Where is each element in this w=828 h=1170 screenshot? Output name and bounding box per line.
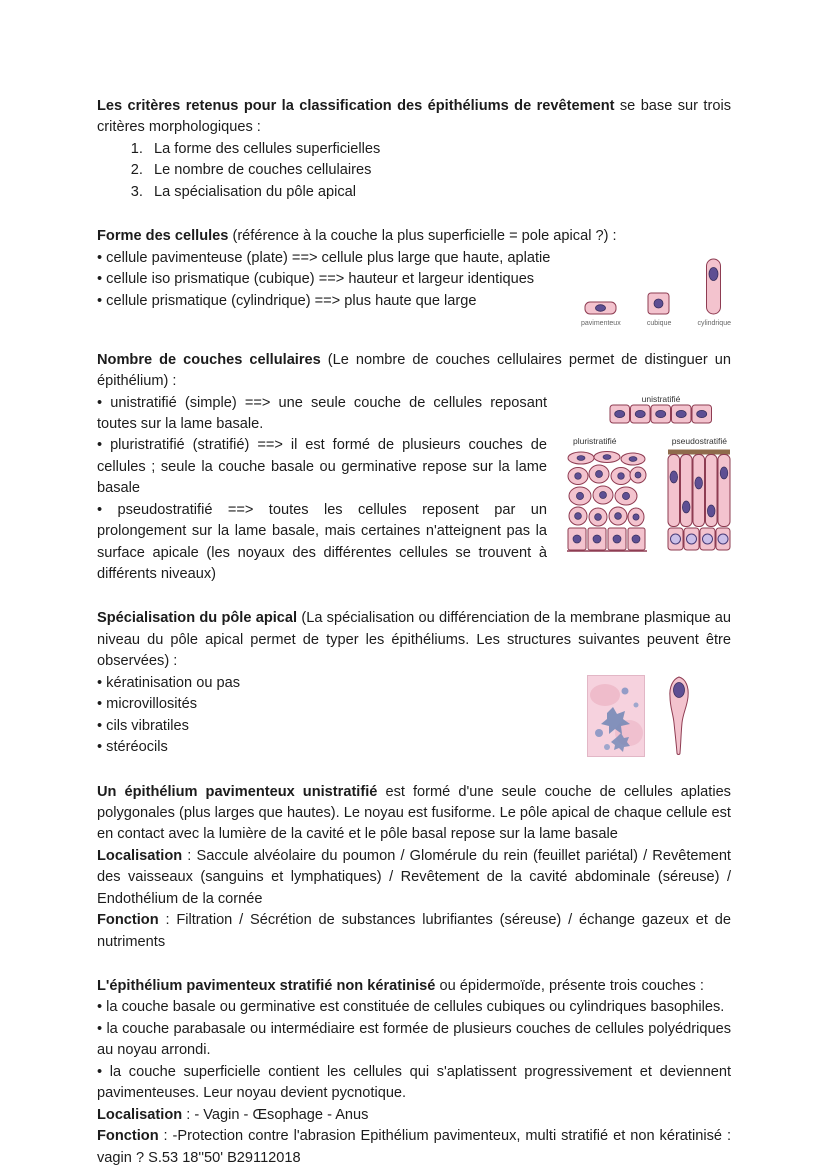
section-forme bbox=[97, 226, 731, 326]
intro-lead-rest: se base sur trois critères morphologiques : bbox=[97, 98, 731, 136]
list-item: 3. La spécialisation du pôle apical bbox=[147, 182, 731, 203]
forme-bullet: • cellule iso prismatique (cubique) ==> hauteur et largeur identiques bbox=[97, 269, 731, 290]
nombre-heading bbox=[97, 350, 731, 393]
figure-label: cylindrique bbox=[697, 319, 731, 327]
figure-label: pluristratifié bbox=[573, 436, 617, 447]
specialisation-bullet: • cils vibratiles bbox=[97, 716, 731, 737]
layer-diagrams bbox=[561, 449, 731, 553]
forme-body bbox=[97, 248, 731, 327]
columnar-cell-icon bbox=[705, 258, 723, 316]
localisation-label: Localisation bbox=[97, 847, 183, 864]
pav-strat-localisation bbox=[97, 1105, 731, 1126]
nombre-body bbox=[97, 393, 731, 586]
section-nombre bbox=[97, 350, 731, 586]
elongated-cell-icon bbox=[665, 675, 693, 757]
fonction-label: Fonction bbox=[97, 912, 159, 929]
forme-heading bbox=[97, 226, 731, 247]
list-item: 2. Le nombre de couches cellulaires bbox=[147, 160, 731, 181]
pav-uni-localisation bbox=[97, 846, 731, 910]
nombre-title: Nombre de couches cellulaires bbox=[97, 351, 321, 368]
pav-strat-bullet: • la couche superficielle contient les cellules qui s'aplatissent progressivement et deviennent pavimenteuses. Leur noyau devient pycnotique. bbox=[97, 1062, 731, 1105]
fonction-text: : -Protection contre l'abrasion Epithélium pavimenteux, multi stratifié et non kératinisé : vagin ? S.53 18''50' B29112018 bbox=[97, 1128, 731, 1166]
histology-image bbox=[587, 675, 645, 757]
pav-strat-title-rest: ou épidermoïde, présente trois couches : bbox=[435, 978, 704, 994]
pav-uni-title: Un épithélium pavimenteux unistratifié bbox=[97, 783, 378, 800]
figure-label: pavimenteux bbox=[581, 319, 621, 327]
section-pavimenteux-stratifie bbox=[97, 976, 731, 1169]
criteria-list bbox=[97, 139, 731, 203]
stratified-epithelium-icon bbox=[567, 449, 647, 553]
unistratifie-diagram bbox=[609, 395, 713, 433]
figure-label: pseudostratifié bbox=[671, 436, 727, 447]
specialisation-title-rest: (La spécialisation ou différenciation de la membrane plasmique au niveau du pôle apical permet de typer les épithéliums. Les structures suivantes peuvent être observées) : bbox=[97, 610, 731, 670]
specialisation-title: Spécialisation du pôle apical bbox=[97, 610, 298, 627]
specialisation-bullet: • microvillosités bbox=[97, 694, 731, 715]
nombre-bullet: • unistratifié (simple) ==> une seule couche de cellules reposant toutes sur la lame basale. bbox=[97, 393, 731, 436]
cube-cell-icon bbox=[647, 292, 671, 316]
pav-uni-fonction bbox=[97, 910, 731, 953]
localisation-text: : - Vagin - Œsophage - Anus bbox=[182, 1106, 369, 1123]
figure-label: unistratifié bbox=[641, 393, 681, 404]
pavimenteux-cell bbox=[581, 300, 621, 327]
section-pavimenteux-unistratifie bbox=[97, 782, 731, 954]
specialisation-body bbox=[97, 673, 731, 759]
fonction-label: Fonction bbox=[97, 1128, 159, 1145]
nombre-title-rest: (Le nombre de couches cellulaires permet de distinguer un épithélium) : bbox=[97, 351, 731, 390]
specialisation-heading bbox=[97, 608, 731, 672]
pav-uni-paragraph bbox=[97, 782, 731, 846]
localisation-label: Localisation bbox=[97, 1106, 183, 1123]
pav-uni-text: est formé d'une seule couche de cellules aplaties polygonales (plus larges que hautes). Le noyau est fusiforme. Le pôle apical de chaque cellule est en contact avec la lumière de la cavité et le pôle basal repose sur la lame basale bbox=[97, 783, 731, 843]
forme-bullet: • cellule prismatique (cylindrique) ==> plus haute que large bbox=[97, 291, 731, 312]
cell-shapes-figure bbox=[581, 258, 731, 327]
figure-label: cubique bbox=[646, 319, 672, 327]
specialisation-bullet: • stéréocils bbox=[97, 737, 731, 758]
pav-strat-fonction bbox=[97, 1126, 731, 1169]
section-intro bbox=[97, 96, 731, 203]
simple-epithelium-icon bbox=[609, 404, 713, 425]
forme-bullet: • cellule pavimenteuse (plate) ==> cellule plus large que haute, aplatie bbox=[97, 248, 731, 269]
forme-title: Forme des cellules bbox=[97, 228, 229, 245]
cubique-cell bbox=[647, 292, 672, 327]
apical-figure bbox=[587, 675, 719, 757]
layer-labels bbox=[561, 437, 731, 446]
intro-paragraph bbox=[97, 96, 731, 139]
intro-lead-bold: Les critères retenus pour la classification des épithéliums de revêtement bbox=[97, 98, 615, 114]
specialisation-bullet: • kératinisation ou pas bbox=[97, 673, 731, 694]
nombre-bullet: • pluristratifié (stratifié) ==> il est formé de plusieurs couches de cellules ; seule la couche basale ou germinative repose sur la lame basale bbox=[97, 435, 731, 499]
pav-strat-bullet: • la couche basale ou germinative est constituée de cellules cubiques ou cylindriques basophiles. bbox=[97, 997, 731, 1018]
forme-title-rest: (référence à la couche la plus superficielle = pole apical ?) : bbox=[228, 228, 617, 245]
cylindrique-cell bbox=[698, 258, 731, 327]
fonction-text: : Filtration / Sécrétion de substances lubrifiantes (séreuse) / échange gazeux et de nutriments bbox=[97, 912, 731, 950]
section-specialisation bbox=[97, 608, 731, 758]
nombre-bullet: • pseudostratifié ==> toutes les cellules reposent par un prolongement sur la lame basale, mais certaines n'atteignent pas la surface apicale (les noyaux des différentes cellules se trouvent à différents niveaux) bbox=[97, 500, 731, 586]
pseudostratified-epithelium-icon bbox=[667, 449, 731, 553]
layers-figure bbox=[561, 395, 731, 553]
localisation-text: : Saccule alvéolaire du poumon / Glomérule du rein (feuillet pariétal) / Revêtement des vaisseaux (sanguins et lymphatiques) / Revêtement de la cavité abdominale (séreuse) / Endothélium de la cornée bbox=[97, 847, 731, 907]
list-item: 1. La forme des cellules superficielles bbox=[147, 139, 731, 160]
pav-strat-title: L'épithélium pavimenteux stratifié non kératinisé bbox=[97, 978, 436, 994]
pav-strat-heading bbox=[97, 976, 731, 997]
pav-strat-bullet: • la couche parabasale ou intermédiaire est formée de plusieurs couches de cellules polyédriques au noyau arrondi. bbox=[97, 1019, 731, 1062]
flat-cell-icon bbox=[584, 300, 618, 316]
